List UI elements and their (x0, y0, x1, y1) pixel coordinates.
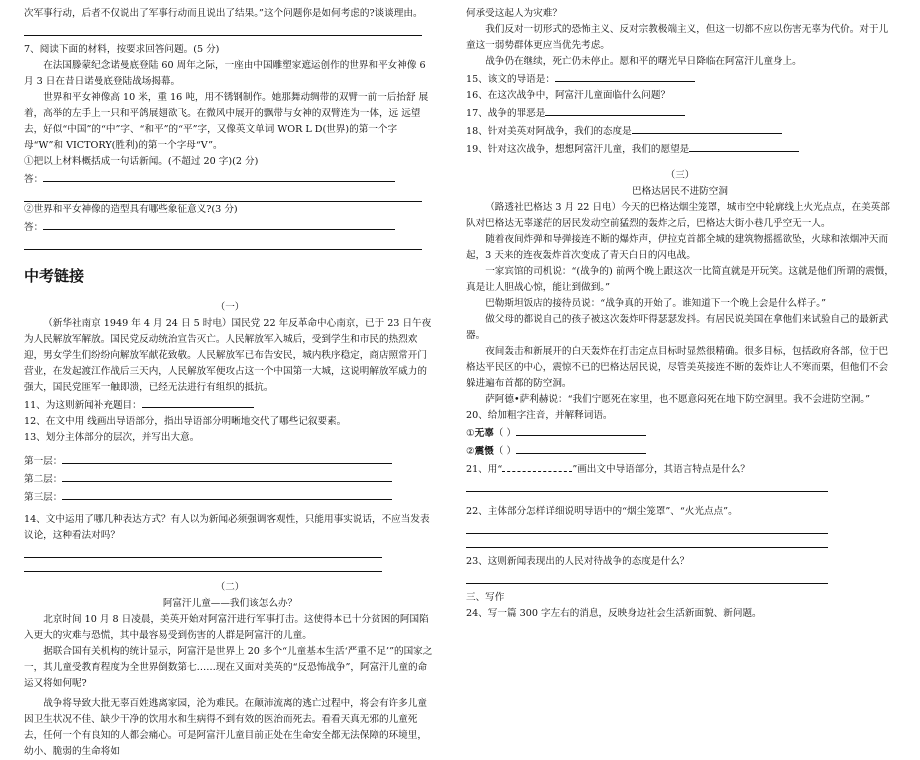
word-row: ②震慑（ ） (466, 442, 894, 460)
answer-line (466, 478, 828, 492)
news-passage: （新华社南京 1949 年 4 月 24 日 5 时电）国民党 22 年反革命中心南京，已于 23 日午夜为人民解放军解放。国民党反动统治宣告灭亡。人民解放军入城后，受到学生和市民的热烈欢迎，男女学生们纷纷向解放军献花致敬。人民解放军已布告安民，城内秩序稳定，商店照常开门营业，在发起渡江作战后三天内，人民解放军便攻占这一个中国第一大城，这说明解放军威力的强大，国民党匪军一触即溃，已经无法进行有组织的抵抗。 (24, 318, 432, 393)
answer-line (24, 22, 422, 36)
news-passage: 我们反对一切形式的恐怖主义、反对宗教极端主义，但这一切都不应以伤害无辜为代价。对于儿童这一弱势群体更应当优先考虑。 (466, 24, 889, 51)
news-passage: 巴勒斯坦饭店的接待员说：“战争真的开始了。谁知道下一个晚上会是什么样子。” (485, 298, 826, 309)
answer-label: 答： (24, 174, 44, 185)
left-column (24, 6, 436, 760)
answer-blank (62, 452, 392, 464)
answer-label: 答： (24, 222, 44, 233)
sub-question-2: ②世界和平女神像的造型具有哪些象征意义?(3 分) (24, 204, 238, 215)
question-24: 24、写一篇 300 字左右的消息，反映身边社会生活新面貌、新问题。 (466, 608, 762, 619)
answer-row (24, 170, 436, 188)
layer-row: 第一层： (24, 452, 436, 470)
reading-paragraph: 在法国滕蒙纪念诺曼底登陆 60 周年之际，一座由中国雕塑家遮运创作的世界和平女神像 6 月 3 日在昔日诺曼底登陆战场揭幕。 (24, 60, 426, 87)
reading-paragraph: 世界和平女神像高 10 米，重 16 吨，用不锈钢制作。她那舞动绸带的双臂一前一后抬舒 展着，高举的左手上一只和平鸽展翅欲飞。在微风中展开的飘带与女神的双臂连为一体，远 远望去，好似“中国”的“中”字、“和平”的“平”字，又像英文单词 WOR L D(世界)的第一个字母“W”和 VICTORY(胜利)的第一个字母“V”。 (24, 92, 429, 151)
prev-question-tail: 次军事行动，后者不仅说出了军事行动而且说出了结果。”这个问题你是如何考虑的?谈谈理由。 (24, 8, 423, 19)
question-15: 15、该文的导语是： (466, 70, 894, 88)
news-passage: 何承受这起人为灾难？ (466, 8, 562, 19)
layer-row: 第三层： (24, 488, 436, 506)
answer-row (24, 218, 436, 236)
answer-blank (62, 488, 392, 500)
question-16: 16、在这次战争中，阿富汗儿童面临什么问题？ (466, 90, 671, 101)
writing-heading: 三、写作 (466, 592, 505, 603)
answer-line (466, 520, 828, 534)
question-7: 7、阅读下面的材料，按要求回答问题。(5 分) (24, 44, 220, 55)
passage-title: 阿富汗儿童——我们该怎么办？ (162, 598, 298, 609)
answer-blank (555, 70, 695, 82)
sub-question-1: ①把以上材料概括成一句话新闻。(不超过 20 字)(2 分) (24, 156, 259, 167)
answer-blank (689, 140, 799, 152)
answer-blank (632, 122, 782, 134)
answer-line (466, 534, 828, 548)
bold-word: 震慑 (474, 446, 494, 457)
underline-sample (502, 460, 572, 472)
answer-blank (62, 470, 392, 482)
answer-blank (545, 104, 685, 116)
question-22: 22、主体部分怎样详细说明导语中的“烟尘笼罩”、“火光点点”。 (466, 506, 738, 517)
answer-blank (516, 442, 646, 454)
answer-blank (43, 218, 395, 230)
question-23: 23、这则新闻表现出的人民对待战争的态度是什么？ (466, 556, 690, 567)
news-passage: （路透社巴格达 3 月 22 日电）今天的巴格达烟尘笼罩，城市空中轮廓线上火光点点，在美英部队对巴格达无辜遂茫的居民发动空前猛烈的轰炸之后，巴格达大街小巷几乎空无一人。 (466, 202, 890, 229)
answer-line (24, 558, 382, 572)
news-passage: 夜间轰击和新展开的白天轰炸在打击定点目标时显然很精确。很多目标，包括政府各部，位于巴格达平民区的中心，震惊不已的巴格达居民说，尽管美英接连不断的轰炸让人不寒而栗，但他们不会躲进遍布首都的防空洞。 (466, 346, 889, 389)
answer-line (24, 236, 422, 250)
news-passage: 做父母的都说自己的孩子被这次轰炸吓得瑟瑟发抖。有居民说美国在拿他们来试验自己的最新武器。 (466, 314, 889, 341)
word-row: ①无辜（ ） (466, 424, 894, 442)
question-13: 13、划分主体部分的层次，并写出大意。 (24, 432, 200, 443)
answer-line (466, 570, 828, 584)
passage-number: （一） (215, 302, 245, 313)
question-11: 11、为这则新闻补充题目： (24, 396, 436, 414)
answer-blank (516, 424, 646, 436)
news-passage: 萨阿德•萨利赫说：“我们宁愿死在家里，也不愿意闷死在地下防空洞里。我不会进防空洞。” (485, 394, 871, 405)
answer-blank (142, 396, 254, 408)
question-20: 20、给加粗字注音，并解释词语。 (466, 410, 613, 421)
passage-number: （二） (215, 582, 245, 593)
news-passage: 据联合国有关机构的统计显示，阿富汗是世界上 20 多个“儿童基本生活‘严重不足’”的国家之一，其儿童受教育程度为全世界倒数第七……现在又面对美英的“反恐怖战争”，阿富汗儿童的命运又将如何呢? (24, 646, 433, 689)
question-12: 12、在文中用 线画出导语部分，指出导语部分明晰地交代了哪些记叙要素。 (24, 416, 347, 427)
answer-blank (43, 170, 395, 182)
question-18: 18、针对美英对阿战争，我们的态度是 (466, 122, 894, 140)
question-19: 19、针对这次战争，想想阿富汗儿童，我们的愿望是 (466, 140, 894, 158)
bold-word: 无辜 (474, 428, 494, 439)
passage-title: 巴格达居民不进防空洞 (632, 186, 728, 197)
passage-number: （三） (665, 170, 695, 181)
question-21: 21、用“ ”画出文中导语部分，其语言特点是什么？ (466, 460, 894, 478)
news-passage: 战争将导致大批无辜百姓逃离家园，沦为难民。在颠沛流离的逃亡过程中，将会有许多儿童因卫生状况不佳、缺少干净的饮用水和生病得不到有效的医治而死去。看看天真无邪的儿童死去，任何一个有良知的人都会痛心。可是阿富汗儿童目前正处在生命安全都无法保障的环境里，幼小、脆弱的生命将如 (24, 698, 427, 757)
layer-row: 第二层： (24, 470, 436, 488)
news-passage: 北京时间 10 月 8 日凌晨，美英开始对阿富汗进行军事打击。这使得本已十分贫困的阿国陷入更大的灾难与恐慌，其中最容易受到伤害的人群是阿富汗的儿童。 (24, 614, 429, 641)
question-17: 17、战争的罪恶是 (466, 104, 894, 122)
answer-line (24, 188, 422, 202)
right-column (466, 6, 894, 622)
news-passage: 随着夜间炸弹和导弹接连不断的爆炸声，伊拉克首都全城的建筑物摇摇欲坠，火球和浓烟冲天而起，3 天来的连夜轰炸首次变成了青天白日的闪电战。 (466, 234, 889, 261)
question-14: 14、文中运用了哪几种表达方式？有人以为新闻必须强调客观性，只能用事实说话，不应当发表议论，这种看法对吗？ (24, 514, 430, 541)
section-heading: 中考链接 (24, 267, 85, 285)
news-passage: 一家宾馆的司机说：“(战争的) 前两个晚上跟这次一比简直就是开玩笑。这就是他们所谓的震慑，真是让人胆战心惊，能让到做到。” (466, 266, 894, 293)
news-passage: 战争仍在继续，死亡仍未停止。愿和平的曙光早日降临在阿富汗儿童身上。 (485, 56, 802, 67)
answer-line (24, 544, 382, 558)
